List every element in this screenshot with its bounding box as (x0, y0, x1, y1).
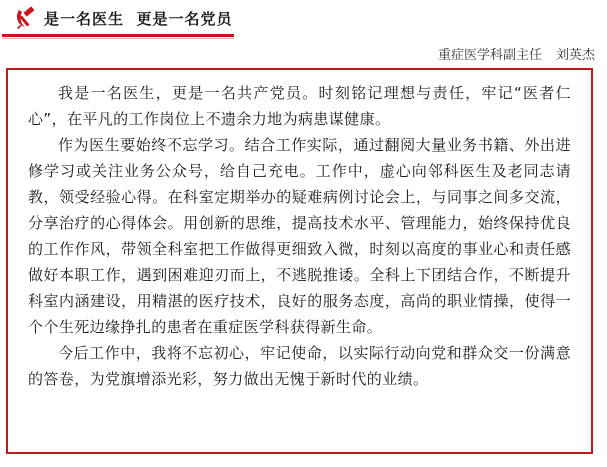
paragraph-intro: 我是一名医生，更是一名共产党员。时刻铭记理想与责任，牢记“医者仁心”，在平凡的工作岗位上不遗余力地为病患谋健康。 (28, 84, 571, 128)
paragraph-learning: 作为医生要始终不忘学习。结合工作实际，通过翻阅大量业务书籍、外出进修学习或关注业务公众号，给自己充电。工作中，虚心向邻科医生及老同志请教，领受经验心得。在科室定期举办的疑难病例讨论会上，与同事之间多交流，分享治疗的心得体会。用创新的思维，提高技术水平、管理能力，始终保持优良的工作作风，带领全科室把工作做得更细致入微，时刻以高度的事业心和责任感做好本职工作，遇到困难迎刃而上，不逃脱推诿。全科上下团结合作，不断提升科室内涵建设，用精湛的医疗技术，良好的服务态度，高尚的职业情操，使得一个个生死边缘挣扎的患者在重症医学科获得新生命。 (28, 136, 571, 336)
title-underline (2, 34, 234, 37)
author-name: 刘英杰 (555, 48, 595, 63)
paragraph-future: 今后工作中，我将不忘初心，牢记使命，以实际行动向党和群众交一份满意的答卷，为党旗增添光彩，努力做出无愧于新时代的业绩。 (28, 344, 571, 388)
author-position: 重症医学科副主任 (437, 48, 542, 63)
page-title: 是一名医生 更是一名党员 (44, 10, 233, 28)
article-header (0, 0, 607, 40)
author-byline (438, 44, 595, 63)
title-underline-shadow (2, 38, 234, 39)
party-emblem-icon (14, 6, 38, 30)
article-body (6, 68, 593, 454)
